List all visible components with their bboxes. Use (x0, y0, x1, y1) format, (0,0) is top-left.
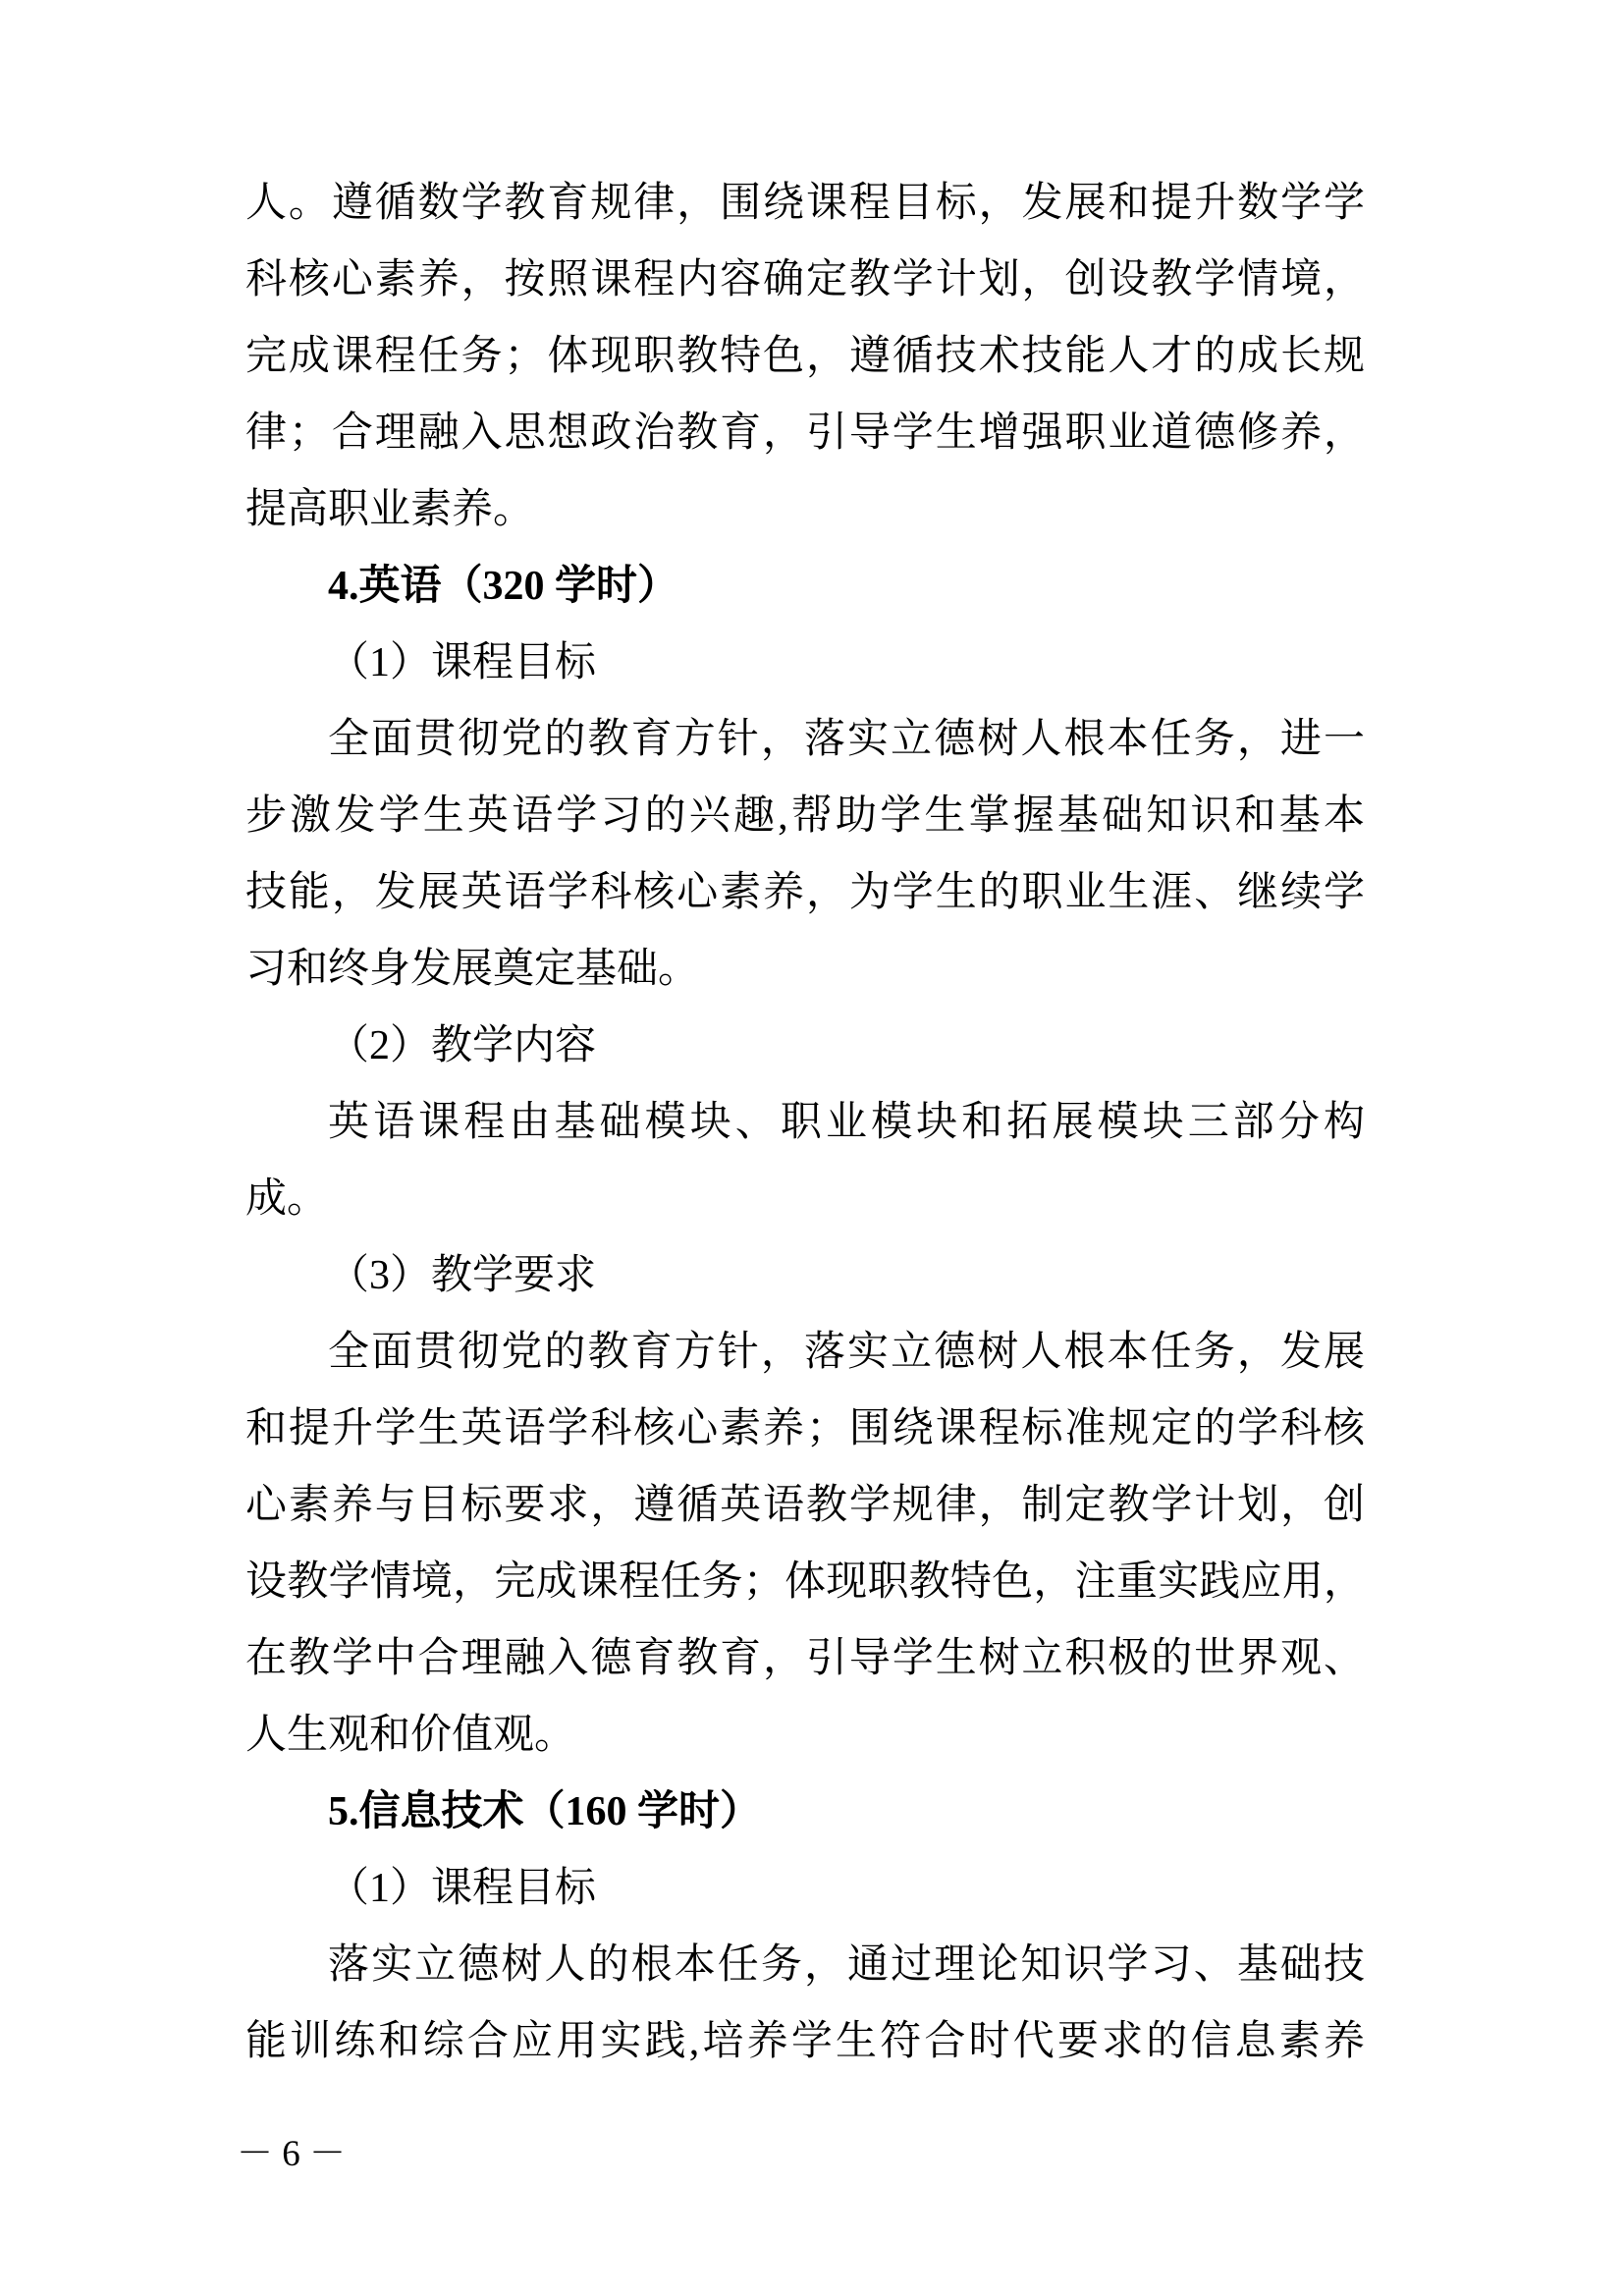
text-line: 英语课程由基础模块、职业模块和拓展模块三部分构 (328, 1100, 1365, 1145)
sub-heading: （2）教学内容 (328, 1023, 597, 1068)
text-line: 能训练和综合应用实践,培养学生符合时代要求的信息素养 (245, 2019, 1365, 2064)
text-line: 习和终身发展奠定基础。 (245, 947, 700, 992)
text-line: 科核心素养，按照课程内容确定教学计划，创设教学情境， (245, 257, 1365, 302)
text-line: 技能，发展英语学科核心素养，为学生的职业生涯、继续学 (245, 870, 1365, 915)
text-line: 提高职业素养。 (245, 487, 535, 532)
text-line: 心素养与目标要求，遵循英语教学规律，制定教学计划，创 (245, 1483, 1365, 1528)
text-line: 全面贯彻党的教育方针，落实立德树人根本任务，进一 (328, 717, 1365, 762)
text-line: 和提升学生英语学科核心素养；围绕课程标准规定的学科核 (245, 1406, 1365, 1451)
section-heading: 5.信息技术（160 学时） (328, 1789, 762, 1834)
text-line: 完成课程任务；体现职教特色，遵循技术技能人才的成长规 (245, 334, 1365, 379)
text-block (245, 165, 1365, 2080)
text-line: 设教学情境，完成课程任务；体现职教特色，注重实践应用， (245, 1559, 1365, 1605)
text-line: 步激发学生英语学习的兴趣,帮助学生掌握基础知识和基本 (245, 793, 1365, 839)
text-line: 落实立德树人的根本任务，通过理论知识学习、基础技 (328, 1942, 1365, 1988)
section-heading: 4.英语（320 学时） (328, 564, 679, 609)
text-line: 全面贯彻党的教育方针，落实立德树人根本任务，发展 (328, 1330, 1365, 1375)
text-line: 在教学中合理融入德育教育，引导学生树立积极的世界观、 (245, 1636, 1365, 1681)
text-line: 人。遵循数学教育规律，围绕课程目标，发展和提升数学学 (245, 181, 1365, 226)
sub-heading: （1）课程目标 (328, 640, 597, 685)
text-line: 律；合理融入思想政治教育，引导学生增强职业道德修养， (245, 410, 1365, 456)
sub-heading: （3）教学要求 (328, 1253, 597, 1298)
text-line: 成。 (245, 1176, 329, 1222)
text-line: 人生观和价值观。 (245, 1713, 576, 1758)
sub-heading: （1）课程目标 (328, 1866, 597, 1911)
page-number: － 6 － (237, 2134, 346, 2174)
